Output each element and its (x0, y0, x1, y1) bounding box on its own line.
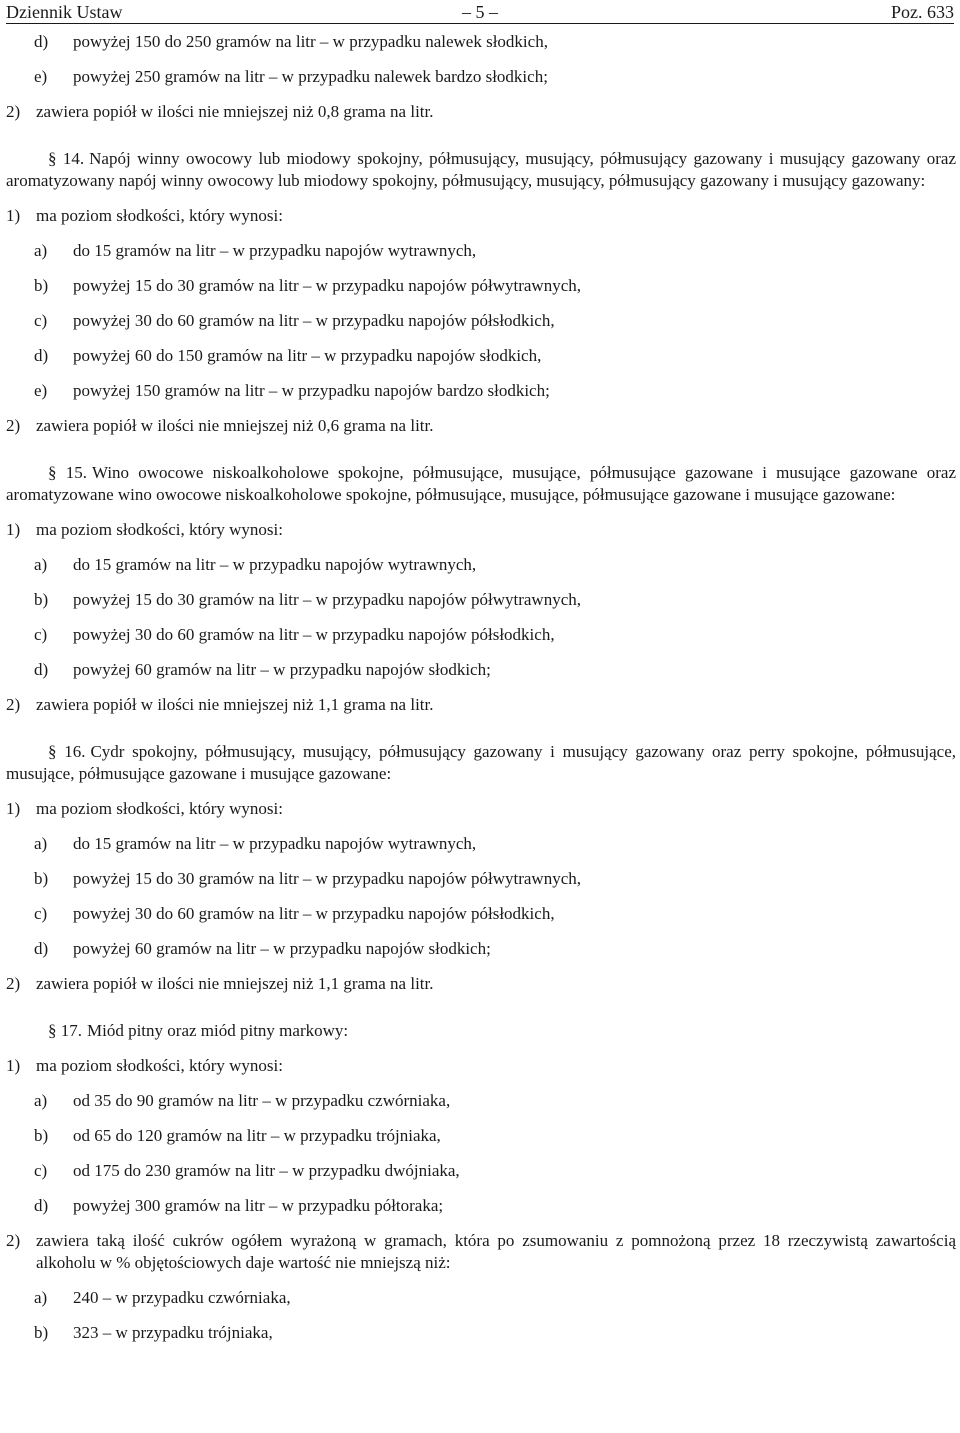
sub-list-item (6, 1195, 956, 1217)
section-number: § 15. (48, 463, 87, 482)
item-text: powyżej 15 do 30 gramów na litr – w przypadku napojów półwytrawnych, (73, 869, 581, 888)
item-label: b) (34, 276, 49, 295)
sub-list-item (6, 868, 956, 890)
item-label: 1) (6, 520, 21, 539)
list-item (6, 694, 956, 716)
item-label: b) (34, 1323, 49, 1342)
item-text: powyżej 30 do 60 gramów na litr – w przypadku napojów półsłodkich, (73, 904, 555, 923)
item-text: do 15 gramów na litr – w przypadku napojów wytrawnych, (73, 241, 477, 260)
list-item (6, 1230, 956, 1274)
item-text: od 65 do 120 gramów na litr – w przypadku trójniaka, (73, 1126, 441, 1145)
item-label: e) (34, 381, 48, 400)
sub-list-item (6, 554, 956, 576)
section-paragraph (6, 1020, 956, 1042)
item-text: zawiera popiół w ilości nie mniejszej niż 0,6 grama na litr. (36, 416, 434, 435)
item-label: 2) (6, 102, 21, 121)
item-text: ma poziom słodkości, który wynosi: (36, 206, 283, 225)
journal-title: Dziennik Ustaw (6, 2, 123, 22)
item-label: a) (34, 241, 48, 260)
item-label: 1) (6, 799, 21, 818)
item-text: powyżej 30 do 60 gramów na litr – w przypadku napojów półsłodkich, (73, 625, 555, 644)
section-text: Wino owocowe niskoalkoholowe spokojne, półmusujące, musujące, półmusujące gazowane i musujące gazowane oraz aromatyzowane wino owocowe niskoalkoholowe spokojne, półmusujące, musujące, półmusujące gazowane i musujące gazowane: (6, 463, 956, 504)
item-text: powyżej 60 gramów na litr – w przypadku napojów słodkich; (73, 660, 491, 679)
item-text: powyżej 300 gramów na litr – w przypadku półtoraka; (73, 1196, 444, 1215)
list-item (6, 798, 956, 820)
item-label: d) (34, 346, 49, 365)
item-text: od 175 do 230 gramów na litr – w przypadku dwójniaka, (73, 1161, 460, 1180)
sub-list-item (6, 310, 956, 332)
sub-list-item (6, 624, 956, 646)
sub-list-item (6, 275, 956, 297)
item-text: zawiera taką ilość cukrów ogółem wyrażoną w gramach, która po zsumowaniu z pomnożoną przez 18 rzeczywistą zawartością alkoholu w % objętościowych daje wartość nie mniejszą niż: (36, 1231, 956, 1272)
item-label: a) (34, 555, 48, 574)
sub-list-item (6, 240, 956, 262)
item-label: c) (34, 625, 48, 644)
list-item (6, 519, 956, 541)
section-text: Miód pitny oraz miód pitny markowy: (87, 1021, 349, 1040)
item-text: powyżej 15 do 30 gramów na litr – w przypadku napojów półwytrawnych, (73, 276, 581, 295)
item-text: powyżej 15 do 30 gramów na litr – w przypadku napojów półwytrawnych, (73, 590, 581, 609)
list-item (6, 205, 956, 227)
item-text: powyżej 150 do 250 gramów na litr – w przypadku nalewek słodkich, (73, 32, 548, 51)
item-label: 1) (6, 1056, 21, 1075)
item-label: c) (34, 311, 48, 330)
sub-list-item (6, 938, 956, 960)
item-label: d) (34, 939, 49, 958)
section-number: § 17. (48, 1021, 82, 1040)
item-label: b) (34, 869, 49, 888)
item-text: zawiera popiół w ilości nie mniejszej niż 1,1 grama na litr. (36, 695, 434, 714)
sub-list-item (6, 31, 956, 53)
item-label: b) (34, 1126, 49, 1145)
section-paragraph (6, 462, 956, 506)
sub-list-item (6, 345, 956, 367)
item-label: 2) (6, 416, 21, 435)
section-number: § 16. (48, 742, 86, 761)
item-text: 323 – w przypadku trójniaka, (73, 1323, 273, 1342)
item-label: a) (34, 1091, 48, 1110)
item-text: ma poziom słodkości, który wynosi: (36, 520, 283, 539)
sub-list-item (6, 66, 956, 88)
item-text: powyżej 60 gramów na litr – w przypadku napojów słodkich; (73, 939, 491, 958)
sub-list-item (6, 659, 956, 681)
item-text: powyżej 60 do 150 gramów na litr – w przypadku napojów słodkich, (73, 346, 542, 365)
sub-list-item (6, 1322, 956, 1344)
sub-list-item (6, 1287, 956, 1309)
item-text: do 15 gramów na litr – w przypadku napojów wytrawnych, (73, 834, 477, 853)
section-text: Cydr spokojny, półmusujący, musujący, półmusujący gazowany i musujący gazowany oraz perry spokojne, półmusujące, musujące, półmusujące gazowane i musujące gazowane: (6, 742, 956, 783)
sub-list-item (6, 1090, 956, 1112)
list-item (6, 101, 956, 123)
section-text: Napój winny owocowy lub miodowy spokojny, półmusujący, musujący, półmusujący gazowany i musujący gazowany oraz aromatyzowany napój winny owocowy lub miodowy spokojny, półmusujący, musujący, półmusujący gazowany i musujący gazowany: (6, 149, 957, 190)
section-number: § 14. (48, 149, 85, 168)
document-body (6, 31, 956, 1357)
item-label: c) (34, 1161, 48, 1180)
item-label: d) (34, 660, 49, 679)
page-number: – 5 – (462, 2, 498, 22)
item-label: a) (34, 1288, 48, 1307)
item-label: 2) (6, 695, 21, 714)
sub-list-item (6, 1125, 956, 1147)
list-item (6, 1055, 956, 1077)
item-text: do 15 gramów na litr – w przypadku napojów wytrawnych, (73, 555, 477, 574)
item-text: ma poziom słodkości, który wynosi: (36, 1056, 283, 1075)
item-text: 240 – w przypadku czwórniaka, (73, 1288, 291, 1307)
item-label: 2) (6, 974, 21, 993)
item-label: 1) (6, 206, 21, 225)
item-label: b) (34, 590, 49, 609)
item-label: d) (34, 32, 49, 51)
sub-list-item (6, 1160, 956, 1182)
sub-list-item (6, 380, 956, 402)
item-text: powyżej 250 gramów na litr – w przypadku nalewek bardzo słodkich; (73, 67, 548, 86)
item-label: e) (34, 67, 48, 86)
item-text: od 35 do 90 gramów na litr – w przypadku czwórniaka, (73, 1091, 451, 1110)
item-text: powyżej 150 gramów na litr – w przypadku napojów bardzo słodkich; (73, 381, 550, 400)
section-paragraph (6, 741, 956, 785)
item-text: ma poziom słodkości, który wynosi: (36, 799, 283, 818)
list-item (6, 415, 956, 437)
position-number: Poz. 633 (891, 2, 954, 22)
item-text: zawiera popiół w ilości nie mniejszej niż 0,8 grama na litr. (36, 102, 434, 121)
item-label: d) (34, 1196, 49, 1215)
sub-list-item (6, 833, 956, 855)
item-label: a) (34, 834, 48, 853)
section-paragraph (6, 148, 956, 192)
item-text: zawiera popiół w ilości nie mniejszej niż 1,1 grama na litr. (36, 974, 434, 993)
item-text: powyżej 30 do 60 gramów na litr – w przypadku napojów półsłodkich, (73, 311, 555, 330)
item-label: c) (34, 904, 48, 923)
sub-list-item (6, 903, 956, 925)
page-header (6, 1, 954, 24)
sub-list-item (6, 589, 956, 611)
item-label: 2) (6, 1231, 21, 1250)
list-item (6, 973, 956, 995)
